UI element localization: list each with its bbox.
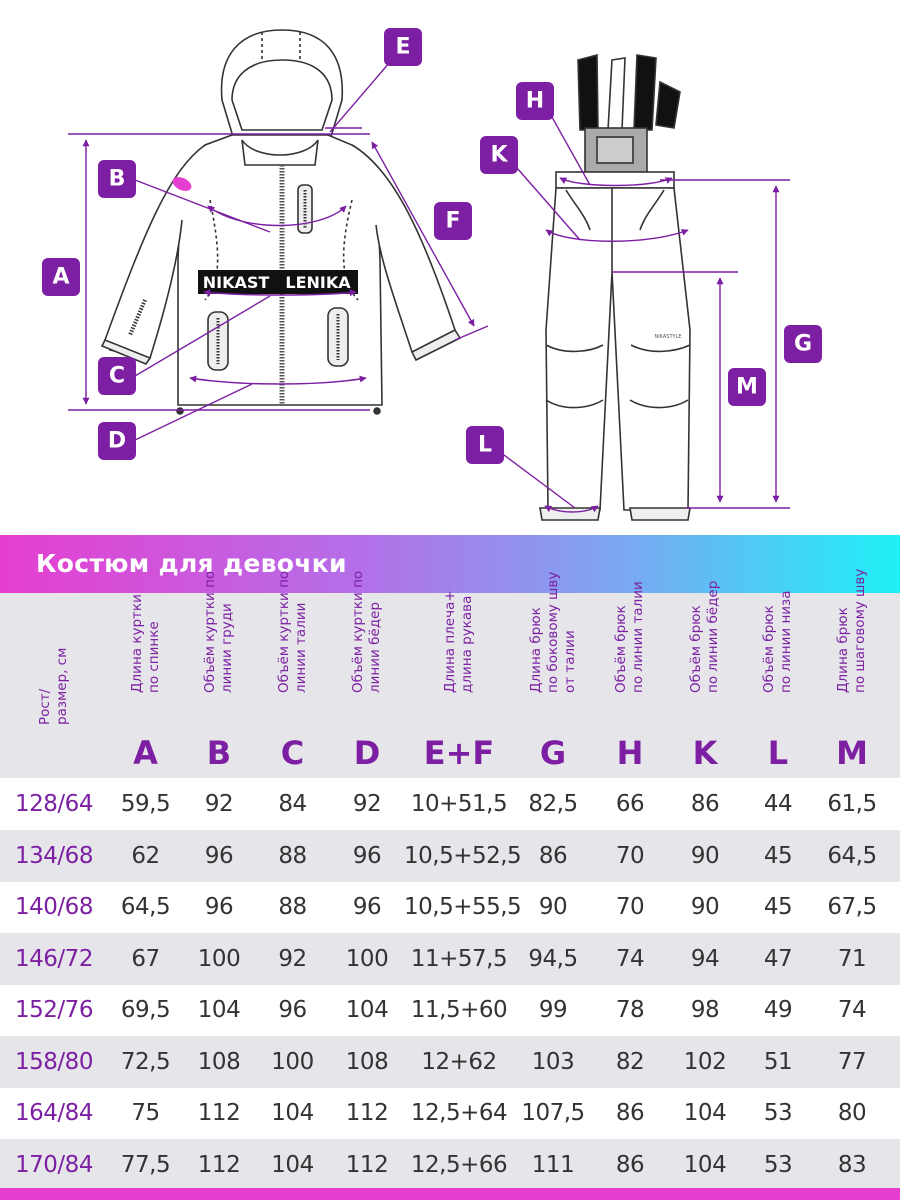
jacket-print-left: NIKAST [202,273,270,292]
value-cell: 90 [538,894,568,920]
svg-text:E: E [395,34,411,60]
svg-text:H: H [525,88,545,114]
value-cell: 90 [690,894,720,920]
label-E [384,28,422,66]
svg-text:G: G [793,331,813,357]
value-cell: 86 [690,791,720,817]
header-caption: Объём куртки по линии груди [202,570,235,693]
value-cell: 12+62 [421,1048,497,1075]
value-cell: 112 [345,1151,389,1178]
value-cell: 96 [204,842,234,869]
header-col-b [183,570,255,778]
value-cell: 96 [352,894,382,920]
header-caption: Объём куртки по линии талии [275,570,309,693]
header-letter: C [280,734,305,772]
value-cell: 75 [131,1100,160,1126]
size-cell: 128/64 [15,791,93,817]
pants-drawing [540,55,690,520]
header-caption: Объём брюк по линии талии [613,581,646,693]
size-cell: 170/84 [15,1151,93,1178]
value-cell: 90 [690,842,720,869]
value-cell: 10,5+55,5 [404,894,522,920]
size-cell: 152/76 [15,997,93,1023]
value-cell: 83 [837,1151,867,1178]
value-cell: 10,5+52,5 [404,842,522,869]
value-cell: 51 [763,1048,793,1075]
header-caption: Объём брюк по линии бёдер [688,580,721,693]
value-cell: 104 [345,997,389,1023]
value-cell: 67,5 [827,894,877,920]
value-cell: 71 [837,945,867,972]
label-F [434,202,472,240]
value-cell: 64,5 [120,894,171,920]
value-cell: 69,5 [120,997,171,1023]
table-row [0,1036,900,1088]
value-cell: 44 [763,791,793,817]
header-col-a [108,593,183,778]
value-cell: 80 [837,1100,867,1126]
header-letter: H [616,734,644,772]
value-cell: 108 [345,1048,389,1075]
label-K [480,136,518,174]
value-cell: 11,5+60 [410,997,508,1023]
value-cell: 53 [763,1100,793,1126]
size-cell: 134/68 [15,842,93,869]
header-col-m [814,568,890,778]
size-cell: 158/80 [15,1048,93,1075]
bottom-accent-bar [0,1188,900,1200]
header-col-c [255,570,330,778]
value-cell: 53 [763,1151,793,1178]
header-letter: G [539,734,567,772]
header-letter: D [353,734,381,772]
header-caption: Объём куртки по линии бёдер [350,570,383,693]
header-col-k [668,580,742,778]
value-cell: 104 [683,1151,727,1178]
header-letter: E+F [423,734,495,772]
value-cell: 74 [615,945,645,972]
value-cell: 92 [204,791,234,817]
value-cell: 78 [615,997,645,1023]
value-cell: 96 [352,842,382,869]
header-col-size [0,593,108,778]
title-banner [0,535,900,593]
value-cell: 47 [763,945,793,972]
value-cell: 112 [197,1151,241,1178]
value-cell: 100 [197,945,241,972]
header-letter: L [767,734,789,772]
value-cell: 103 [531,1048,575,1075]
pants-tag: NIKASTYLE [654,334,682,340]
value-cell: 59,5 [120,791,171,817]
value-cell: 45 [763,842,793,869]
value-cell: 12,5+66 [410,1151,508,1178]
size-cell: 140/68 [15,894,93,920]
svg-text:A: A [52,264,70,290]
label-M [728,368,766,406]
svg-text:B: B [108,166,126,192]
value-cell: 104 [683,1100,727,1126]
header-col-d [330,570,404,778]
label-H [516,82,554,120]
value-cell: 70 [615,842,645,869]
header-letter: B [206,734,232,772]
size-cell: 146/72 [15,945,93,972]
value-cell: 100 [345,945,389,972]
value-cell: 72,5 [120,1048,171,1075]
value-cell: 108 [197,1048,241,1075]
value-cell: 77,5 [120,1151,171,1178]
table-row [0,984,900,1036]
header-caption: Длина куртки по спинке [128,594,162,693]
table-row [0,881,900,933]
header-caption: Длина брюк по боковому шву от талии [527,571,578,693]
header-letter: A [133,734,158,772]
value-cell: 86 [615,1100,645,1126]
label-G [784,325,822,363]
value-cell: 74 [837,997,867,1023]
header-caption: Рост/ размер, см [37,647,70,725]
value-cell: 96 [204,894,234,920]
header-caption: Длина брюк по шаговому шву [835,568,868,693]
header-col-e-f [404,590,514,778]
value-cell: 12,5+64 [410,1100,508,1126]
page-title: Костюм для девочки [36,549,347,578]
value-cell: 92 [352,791,382,817]
svg-text:C: C [108,363,126,389]
table-row [0,933,900,985]
value-cell: 82 [615,1048,645,1075]
header-col-l [742,590,814,778]
value-cell: 10+51,5 [410,791,508,817]
header-col-h [592,581,668,778]
value-cell: 61,5 [827,791,877,817]
value-cell: 104 [197,997,241,1023]
table-row [0,830,900,882]
table-row [0,1139,900,1191]
header-caption: Длина плеча+ длина рукава [442,590,475,693]
svg-text:D: D [107,428,127,454]
header-letter: K [692,734,718,772]
value-cell: 82,5 [528,791,578,817]
label-L [466,426,504,464]
value-cell: 86 [538,842,568,869]
header-letter: M [836,734,868,772]
value-cell: 112 [197,1100,241,1126]
value-cell: 11+57,5 [410,945,508,972]
table-row [0,778,900,830]
svg-text:L: L [477,432,493,458]
value-cell: 98 [690,997,720,1023]
value-cell: 92 [278,945,307,972]
header-caption: Объём брюк по линии низа [761,590,794,693]
label-B [98,160,136,198]
table-header [0,568,900,778]
value-cell: 45 [763,894,793,920]
value-cell: 111 [531,1151,575,1178]
value-cell: 84 [278,791,307,817]
value-cell: 112 [345,1100,389,1126]
value-cell: 94 [690,945,720,972]
jacket-drawing [102,30,460,414]
value-cell: 94,5 [528,945,578,972]
value-cell: 64,5 [827,842,877,869]
value-cell: 104 [271,1100,314,1126]
header-col-g [514,571,592,778]
value-cell: 99 [538,997,568,1023]
value-cell: 70 [615,894,645,920]
value-cell: 62 [131,842,160,869]
svg-text:F: F [445,208,461,234]
value-cell: 100 [271,1048,314,1075]
value-cell: 102 [683,1048,727,1075]
measurement-diagram [0,0,900,535]
size-cell: 164/84 [15,1100,93,1126]
value-cell: 96 [278,997,307,1023]
label-A [42,258,80,296]
svg-text:M: M [736,374,758,400]
value-cell: 67 [131,945,160,972]
table-row [0,1087,900,1139]
value-cell: 66 [615,791,645,817]
value-cell: 86 [615,1151,645,1178]
svg-text:K: K [490,142,508,168]
jacket-print-right: LENIKA [285,273,351,292]
value-cell: 77 [837,1048,867,1075]
value-cell: 88 [278,894,307,920]
label-D [98,422,136,460]
value-cell: 49 [763,997,793,1023]
value-cell: 104 [271,1151,314,1178]
value-cell: 107,5 [521,1100,585,1126]
jacket-belt-print [198,270,358,294]
label-C [98,357,136,395]
value-cell: 88 [278,842,307,869]
